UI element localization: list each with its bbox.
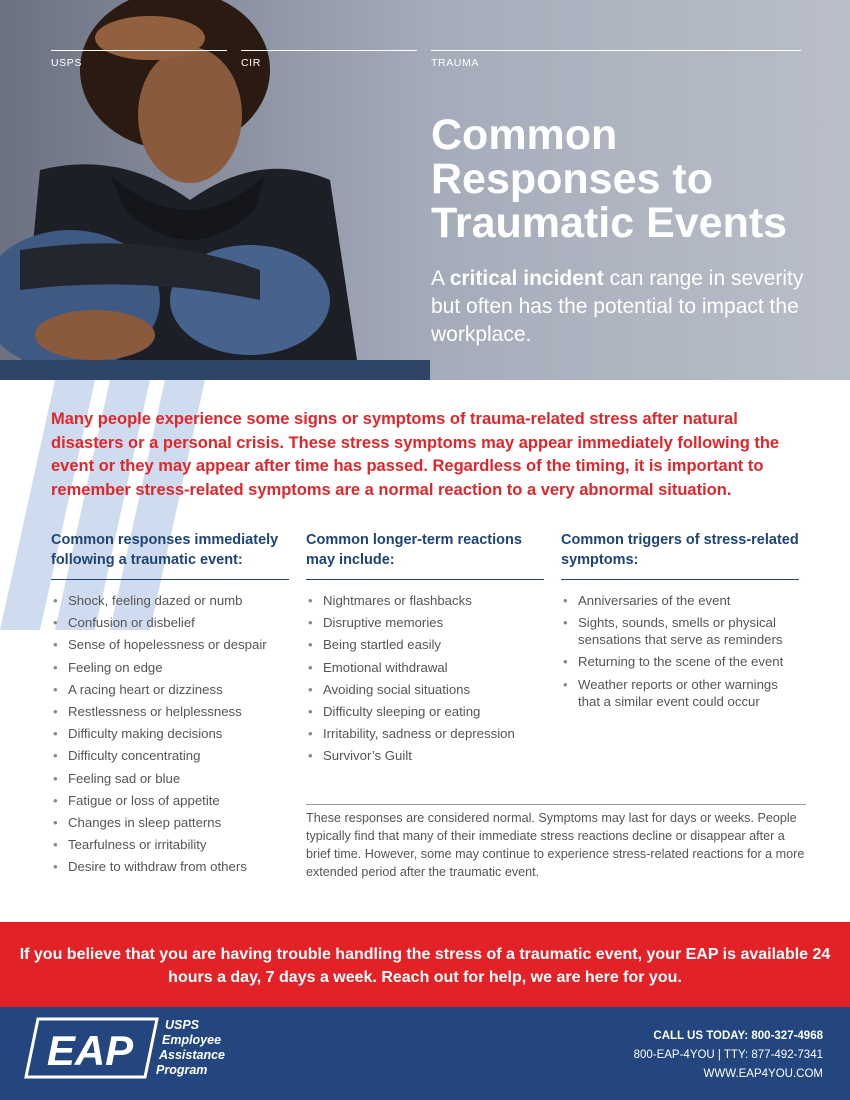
page-title [431, 113, 831, 245]
list-item: • Sense of hopelessness or despair [51, 636, 289, 653]
column-heading: Common longer-term reactions may include: [306, 530, 544, 580]
program-line: Employee [162, 1033, 222, 1047]
title-line-2: Responses to [431, 155, 713, 203]
website-link[interactable]: WWW.EAP4YOU.COM [703, 1068, 823, 1080]
list-item: • Difficulty sleeping or eating [306, 703, 544, 720]
list-item: • Returning to the scene of the event [561, 653, 799, 670]
response-list [51, 592, 289, 875]
normal-responses-note: These responses are considered normal. Symptoms may last for days or weeks. People typically find that many of their immediate stress reactions decline or disappear after a brief time. However, some may continue to experience stress-related reactions for a more extended period after the traumatic event. [306, 804, 806, 881]
list-item: • Fatigue or loss of appetite [51, 792, 289, 809]
list-item: • Restlessness or helplessness [51, 703, 289, 720]
list-item: • Weather reports or other warnings that a similar event could occur [561, 676, 799, 710]
contact-info [634, 1027, 823, 1084]
tag-trauma: TRAUMA [431, 50, 801, 69]
list-item: • Sights, sounds, smells or physical sensations that serve as reminders [561, 614, 799, 648]
help-callout: If you believe that you are having trouble handling the stress of a traumatic event, your EAP is available 24 hours a day, 7 days a week. Reach out for help, we are here for you. [0, 922, 850, 1007]
alt-phone[interactable]: 800-EAP-4YOU | TTY: 877-492-7341 [633, 1049, 823, 1061]
subtitle-rest: can range in severity but often has the potential to impact the workplace. [431, 267, 804, 346]
list-item: • Nightmares or flashbacks [306, 592, 544, 609]
program-line: Program [156, 1063, 208, 1077]
list-item: • Disruptive memories [306, 614, 544, 631]
list-item: • Avoiding social situations [306, 681, 544, 698]
column-triggers [561, 530, 799, 715]
program-name [156, 1018, 225, 1078]
logo-text: EAP [46, 1027, 134, 1074]
list-item: • Difficulty concentrating [51, 747, 289, 764]
list-item: • Irritability, sadness or depression [306, 725, 544, 742]
hero-banner [0, 0, 850, 380]
column-heading: Common responses immediately following a traumatic event: [51, 530, 289, 580]
column-immediate-responses [51, 530, 289, 880]
subtitle-prefix: A [431, 267, 450, 290]
list-item: • Feeling on edge [51, 659, 289, 676]
list-item: • Desire to withdraw from others [51, 858, 289, 875]
intro-paragraph: Many people experience some signs or symptoms of trauma-related stress after natural disasters or a personal crisis. These stress symptoms may appear immediately following the event or they may appear after time has passed. Regardless of the timing, it is important to remember stress-related symptoms are a normal reaction to a very abnormal situation. [51, 410, 780, 499]
footer [0, 1007, 850, 1100]
list-item: • A racing heart or dizziness [51, 681, 289, 698]
tag-cir: CIR [241, 50, 417, 69]
list-item: • Feeling sad or blue [51, 770, 289, 787]
call-phone[interactable]: CALL US TODAY: 800-327-4968 [653, 1030, 823, 1042]
column-heading: Common triggers of stress-related symptoms: [561, 530, 799, 580]
tag-usps: USPS [51, 50, 227, 69]
list-item: • Survivor’s Guilt [306, 747, 544, 764]
eap-logo [24, 1017, 159, 1079]
subtitle-bold: critical incident [449, 267, 604, 290]
title-line-3: Traumatic Events [431, 199, 788, 247]
subtitle [431, 265, 811, 349]
column-longer-term-reactions [306, 530, 544, 770]
list-item: • Emotional withdrawal [306, 659, 544, 676]
list-item: • Shock, feeling dazed or numb [51, 592, 289, 609]
list-item: • Anniversaries of the event [561, 592, 799, 609]
list-item: • Being startled easily [306, 636, 544, 653]
reaction-list [306, 592, 544, 764]
list-item: • Changes in sleep patterns [51, 814, 289, 831]
program-line: Assistance [159, 1048, 226, 1062]
list-item: • Confusion or disbelief [51, 614, 289, 631]
list-item: • Difficulty making decisions [51, 725, 289, 742]
trigger-list [561, 592, 799, 710]
title-line-1: Common [431, 111, 618, 159]
program-line: USPS [165, 1018, 200, 1032]
list-item: • Tearfulness or irritability [51, 836, 289, 853]
